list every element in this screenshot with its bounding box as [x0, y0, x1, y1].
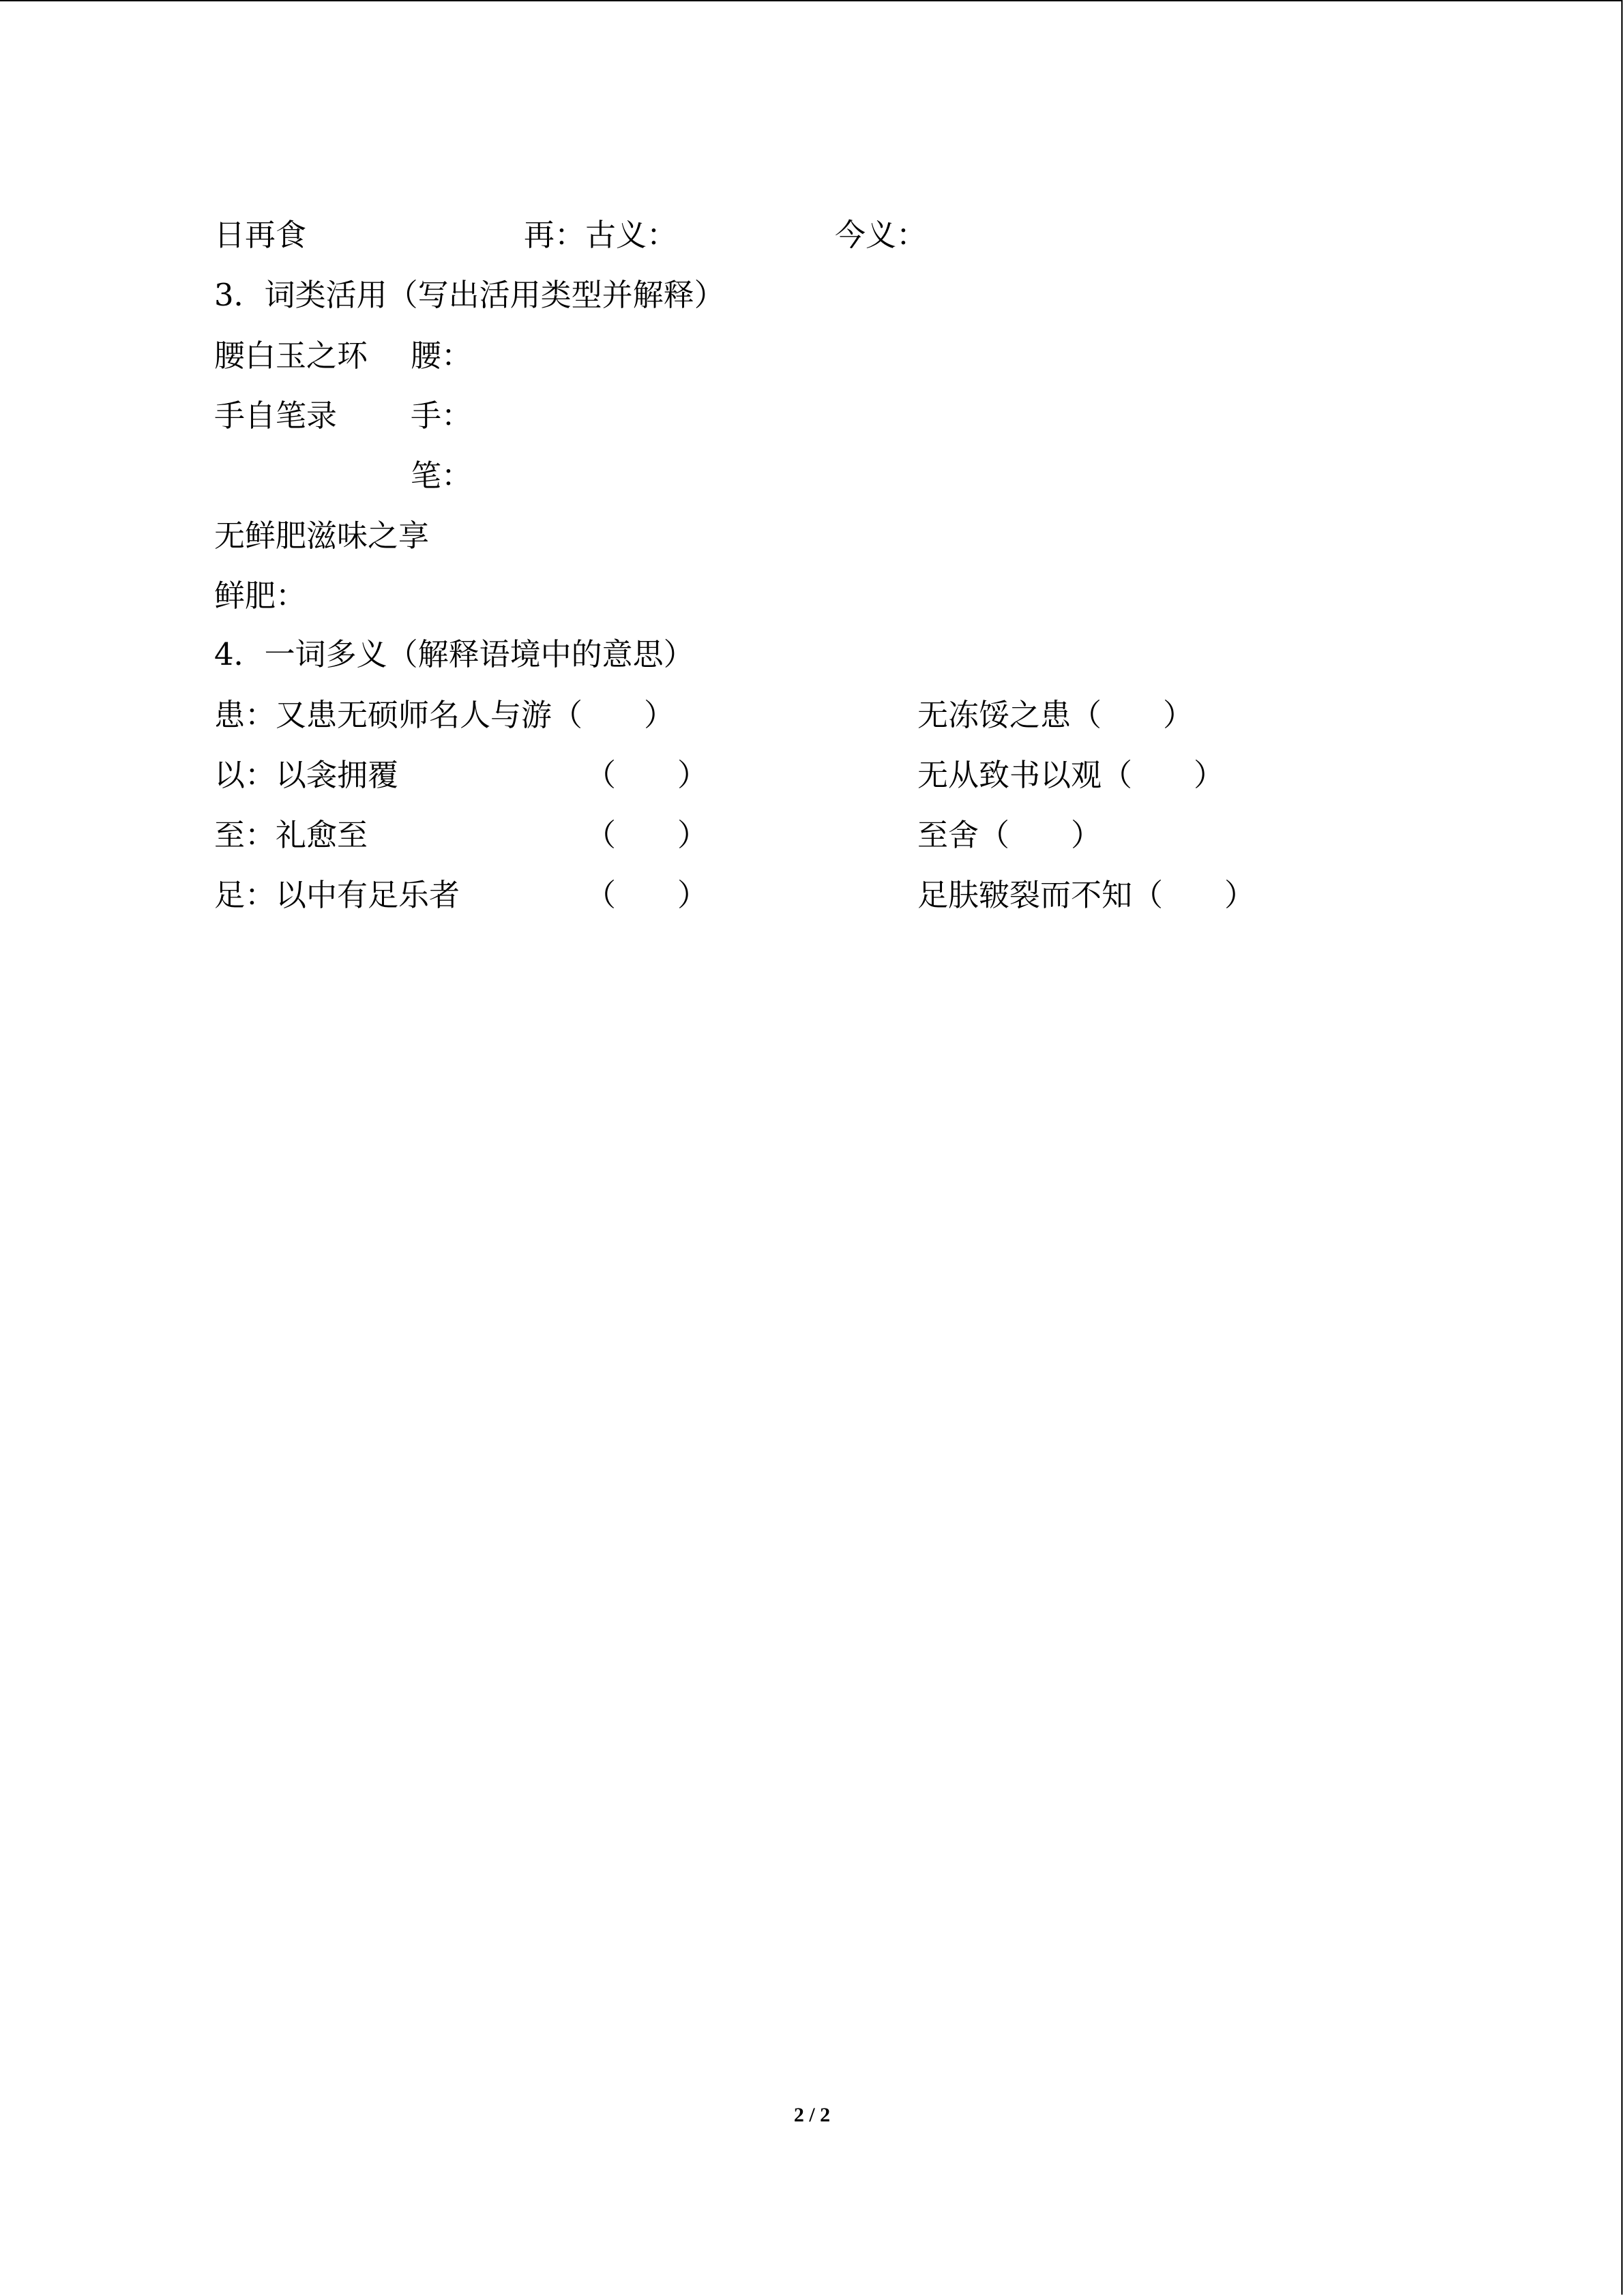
section-3-phrase-xianfei: 无鲜肥滋味之享: [214, 518, 430, 554]
gu-yi-label: 再：古义：: [524, 217, 678, 253]
polysemy-left-yi-blank: （ ）: [585, 757, 709, 793]
section-3-phrase-yao: 腰白玉之环: [214, 338, 368, 374]
section-3-label-bi: 笔：: [411, 458, 473, 494]
polysemy-left-zu: 足：以中有足乐者: [214, 877, 460, 913]
polysemy-left-huan: 患：又患无硕师名人与游（ ）: [214, 697, 675, 733]
polysemy-left-yi: 以：以衾拥覆: [214, 757, 399, 793]
polysemy-right-zu: 足肤皲裂而不知（ ）: [917, 877, 1256, 913]
polysemy-right-huan: 无冻馁之患（ ）: [917, 697, 1194, 733]
section-3-label-yao: 腰：: [411, 338, 473, 374]
section-3-heading: 3．词类活用（写出活用类型并解释）: [214, 277, 725, 313]
polysemy-left-zhi-blank: （ ）: [585, 817, 709, 853]
jin-yi-label: 今义：: [835, 217, 928, 253]
page-number: 2 / 2: [793, 2104, 831, 2126]
polysemy-right-yi: 无从致书以观（ ）: [917, 757, 1225, 793]
section-3-phrase-shou: 手自笔录: [214, 398, 338, 434]
section-3-label-xianfei: 鲜肥：: [214, 578, 307, 614]
section-3-label-shou: 手：: [411, 398, 473, 434]
polysemy-left-zu-blank: （ ）: [585, 877, 709, 913]
polysemy-right-zhi: 至舍（ ）: [917, 817, 1102, 853]
gu-jin-phrase: 日再食: [214, 217, 307, 253]
section-4-heading: 4．一词多义（解释语境中的意思）: [214, 636, 694, 672]
polysemy-left-zhi: 至：礼愈至: [214, 817, 368, 853]
